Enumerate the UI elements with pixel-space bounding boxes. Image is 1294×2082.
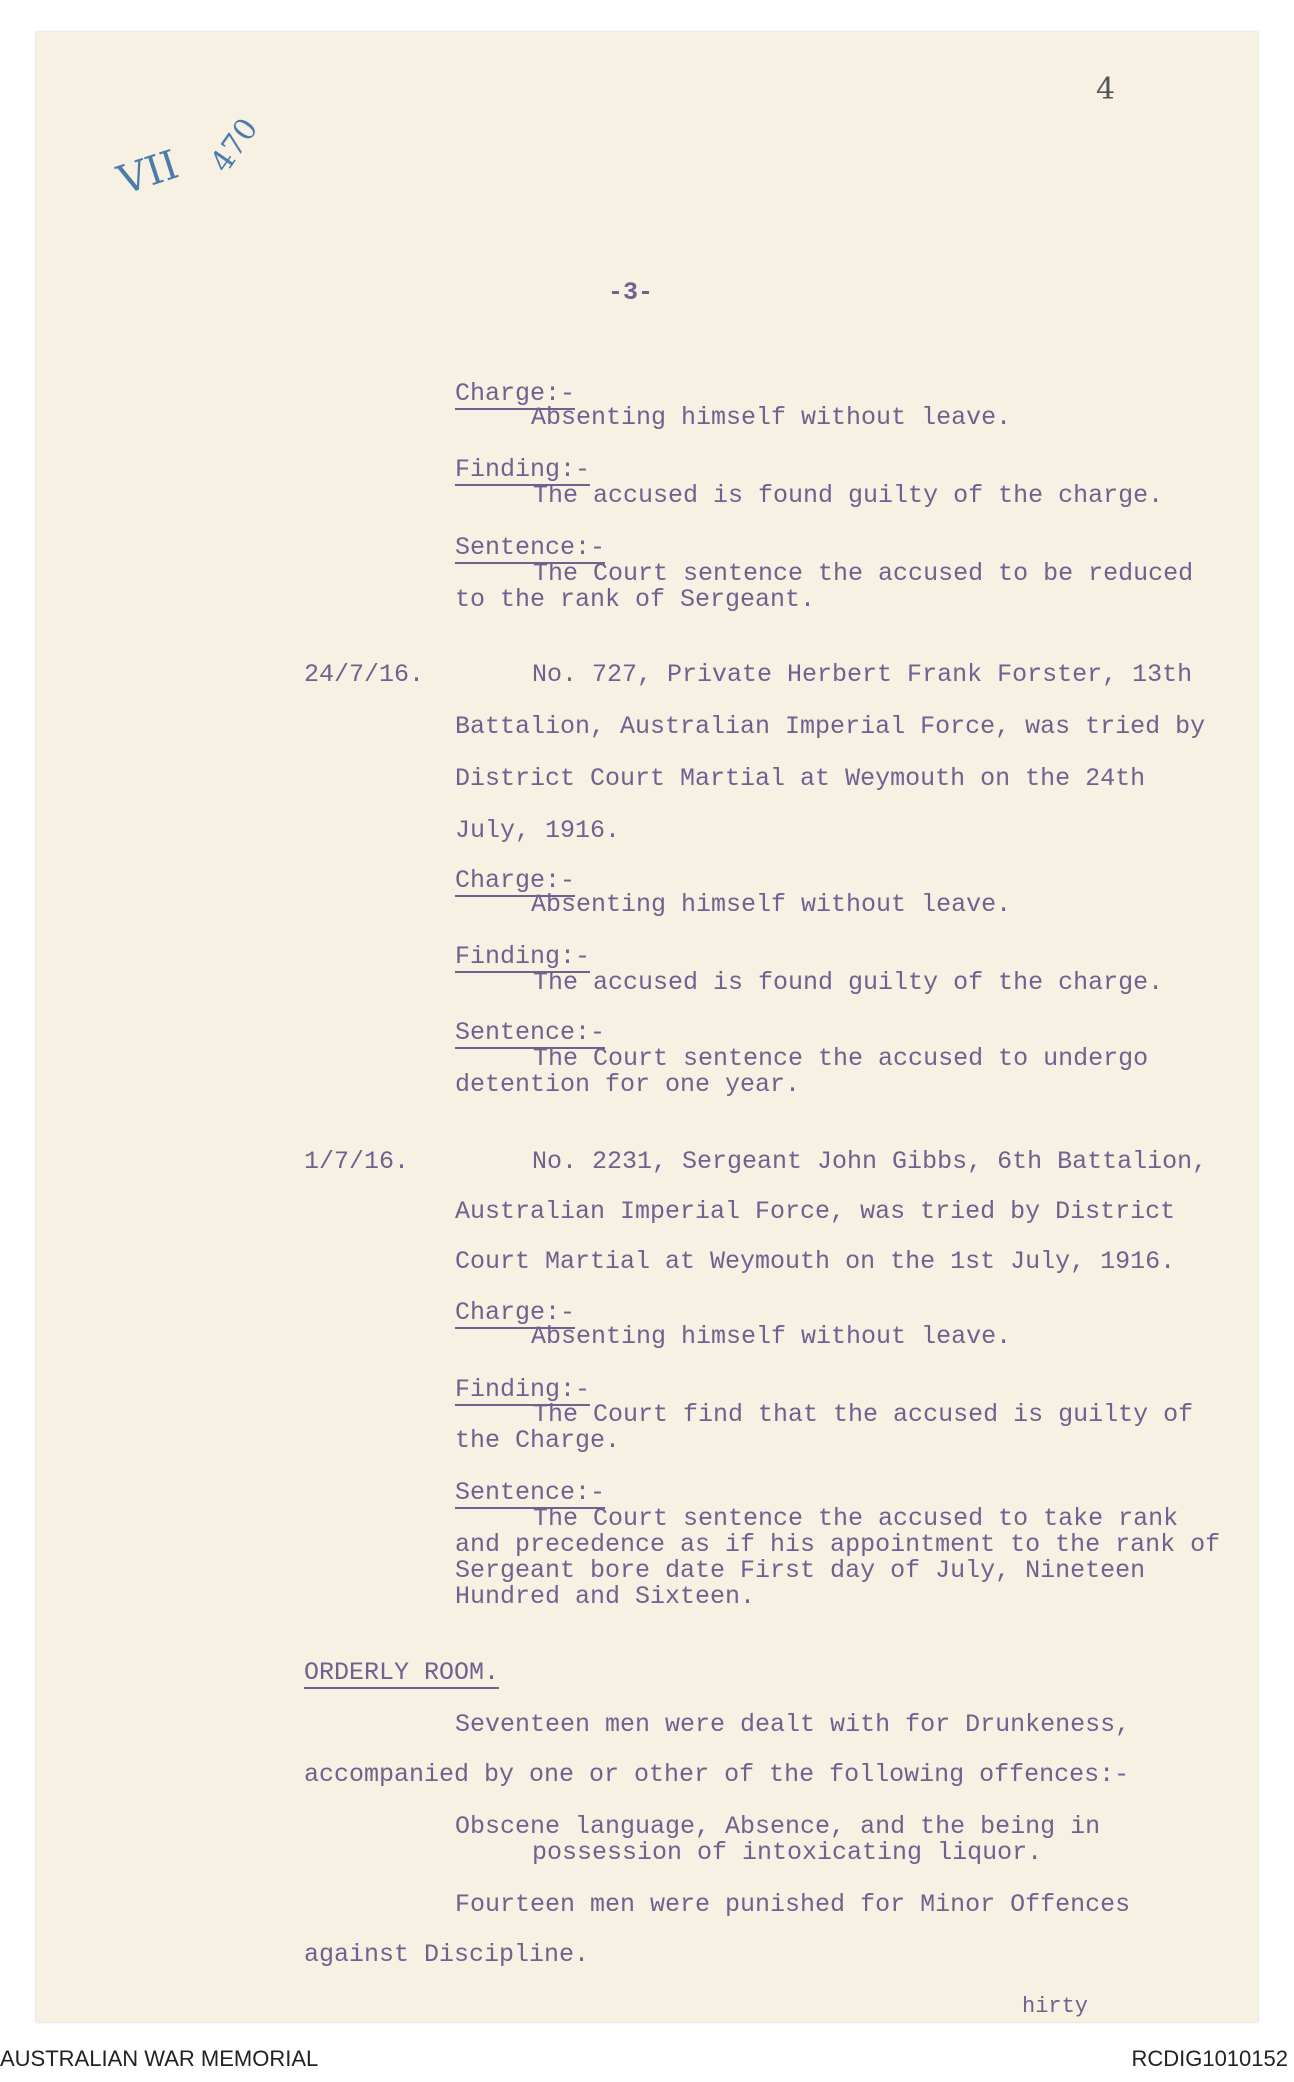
entry-text: No. 727, Private Herbert Frank Forster, 13th: [532, 660, 1193, 689]
handwritten-corner-number: 4: [1096, 72, 1116, 107]
sentence-text: to the rank of Sergeant.: [455, 585, 816, 614]
entry-text: Battalion, Australian Imperial Force, was tried by: [455, 712, 1206, 741]
finding-label: Finding:-: [455, 455, 591, 484]
section-heading: ORDERLY ROOM.: [304, 1658, 500, 1687]
sentence-text: detention for one year.: [455, 1070, 801, 1099]
sentence-text: The Court sentence the accused to take rank: [533, 1504, 1179, 1533]
sentence-text: The Court sentence the accused to undergo: [533, 1044, 1149, 1073]
paragraph-text: Fourteen men were punished for Minor Offences: [455, 1890, 1131, 1919]
sentence-text: Hundred and Sixteen.: [455, 1582, 756, 1611]
finding-text: The accused is found guilty of the charge.: [533, 481, 1164, 510]
offences-text: Obscene language, Absence, and the being in: [455, 1812, 1101, 1841]
entry-text: No. 2231, Sergeant John Gibbs, 6th Battalion,: [532, 1147, 1208, 1176]
footer-source: AUSTRALIAN WAR MEMORIAL: [0, 2046, 319, 2071]
charge-text: Absenting himself without leave.: [531, 1322, 1012, 1351]
charge-label: Charge:-: [455, 1298, 576, 1327]
sentence-text: The Court sentence the accused to be reduced: [533, 559, 1194, 588]
charge-label: Charge:-: [455, 379, 576, 408]
finding-text: The accused is found guilty of the charge.: [533, 968, 1164, 997]
paragraph-text: against Discipline.: [304, 1940, 590, 1969]
footer-id: RCDIG1010152: [1131, 2046, 1288, 2071]
charge-label: Charge:-: [455, 866, 576, 895]
entry-date: 1/7/16.: [304, 1147, 410, 1176]
offences-text: possession of intoxicating liquor.: [532, 1838, 1043, 1867]
entry-text: District Court Martial at Weymouth on the 24th: [455, 764, 1146, 793]
catchword: hirty: [1022, 1994, 1089, 2019]
finding-text: the Charge.: [455, 1426, 621, 1455]
entry-text: Australian Imperial Force, was tried by District: [455, 1197, 1176, 1226]
finding-text: The Court find that the accused is guilty of: [533, 1400, 1194, 1429]
finding-label: Finding:-: [455, 942, 591, 971]
entry-date: 24/7/16.: [304, 660, 425, 689]
sentence-text: and precedence as if his appointment to the rank of: [455, 1530, 1221, 1559]
sentence-label: Sentence:-: [455, 1018, 606, 1047]
sentence-text: Sergeant bore date First day of July, Nineteen: [455, 1556, 1146, 1585]
finding-label: Finding:-: [455, 1375, 591, 1404]
sentence-label: Sentence:-: [455, 533, 606, 562]
charge-text: Absenting himself without leave.: [531, 890, 1012, 919]
entry-text: Court Martial at Weymouth on the 1st July, 1916.: [455, 1247, 1176, 1276]
entry-text: July, 1916.: [455, 816, 621, 845]
handwritten-number: 470: [203, 112, 266, 179]
charge-text: Absenting himself without leave.: [531, 403, 1012, 432]
handwritten-mark: VII: [112, 141, 185, 205]
sentence-label: Sentence:-: [455, 1478, 606, 1507]
paragraph-text: accompanied by one or other of the following offences:-: [304, 1760, 1130, 1789]
paragraph-text: Seventeen men were dealt with for Drunkeness,: [455, 1710, 1131, 1739]
page-number: -3-: [608, 278, 654, 307]
